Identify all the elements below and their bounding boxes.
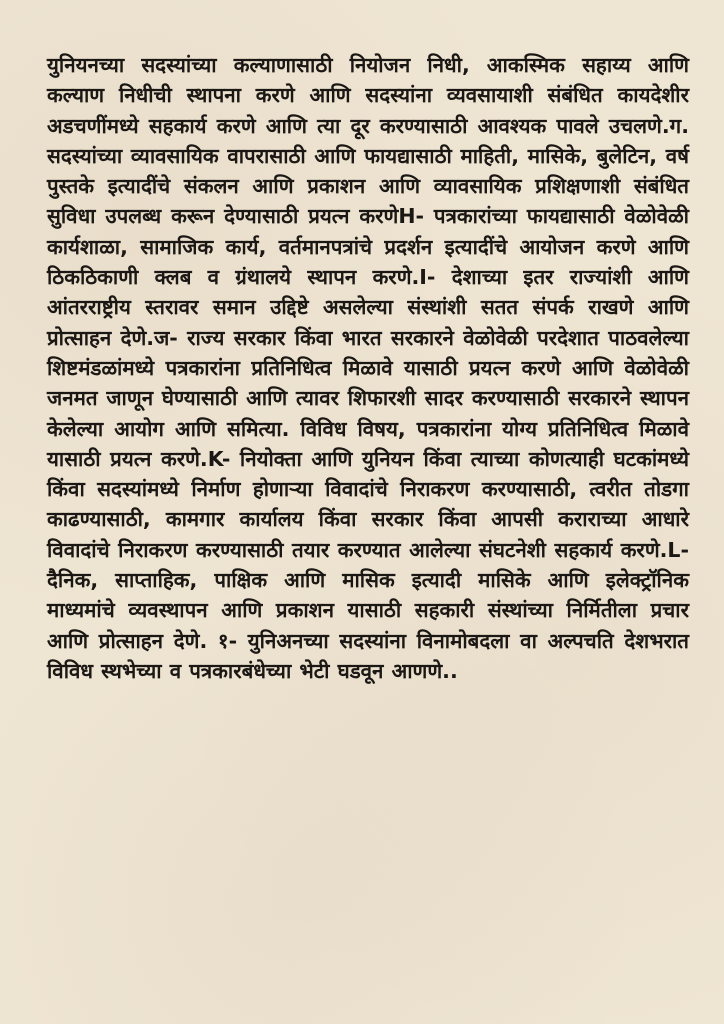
body-paragraph: युनियनच्या सदस्यांच्या कल्याणासाठी नियोजन निधी, आकस्मिक सहाय्य आणि कल्याण निधीची स्थापना करणे आणि सदस्यांना व्यवसायाशी संबंधित कायदेशीर अडचणींमध्ये सहकार्य करणे आणि त्या दूर करण्यासाठी आवश्यक पावले उचलणे.ग. सदस्यांच्या व्यावसायिक वापरासाठी आणि फायद्यासाठी माहिती, मासिके, बुलेटिन, वर्ष पुस्तके इत्यादींचे संकलन आणि प्रकाशन आणि व्यावसायिक प्रशिक्षणाशी संबंधित सुविधा उपलब्ध करून देण्यासाठी प्रयत्न करणेH- पत्रकारांच्या फायद्यासाठी वेळोवेळी कार्यशाळा, सामाजिक कार्य, वर्तमानपत्रांचे प्रदर्शन इत्यादींचे आयोजन करणे आणि ठिकठिकाणी क्लब व ग्रंथालये स्थापन करणे.I- देशाच्या इतर राज्यांशी आणि आंतरराष्ट्रीय स्तरावर समान उद्दिष्टे असलेल्या संस्थांशी सतत संपर्क राखणे आणि प्रोत्साहन देणे.ज- राज्य सरकार किंवा भारत सरकारने वेळोवेळी परदेशात पाठवलेल्या शिष्टमंडळांमध्ये पत्रकारांना प्रतिनिधित्व मिळावे यासाठी प्रयत्न करणे आणि वेळोवेळी जनमत जाणून घेण्यासाठी आणि त्यावर शिफारशी सादर करण्यासाठी सरकारने स्थापन केलेल्या आयोग आणि समित्या. विविध विषय, पत्रकारांना योग्य प्रतिनिधित्व मिळावे यासाठी प्रयत्न करणे.K- नियोक्ता आणि युनियन किंवा त्याच्या कोणत्याही घटकांमध्ये किंवा सदस्यांमध्ये निर्माण होणाऱ्या विवादांचे निराकरण करण्यासाठी, त्वरीत तोडगा काढण्यासाठी, कामगार कार्यालय किंवा सरकार किंवा आपसी कराराच्या आधारे विवादांचे निराकरण करण्यासाठी तयार करण्यात आलेल्या संघटनेशी सहकार्य करणे.L- दैनिक, साप्ताहिक, पाक्षिक आणि मासिक इत्यादी मासिके आणि इलेक्ट्रॉनिक माध्यमांचे व्यवस्थापन आणि प्रकाशन यासाठी सहकारी संस्थांच्या निर्मितीला प्रचार आणि प्रोत्साहन देणे. १- युनिअनच्या सदस्यांना विनामोबदला वा अल्पचति देशभरात विविध स्थभेच्या व पत्रकारबंधेच्या भेटी घडवून आणणे.. (47, 53, 689, 683)
